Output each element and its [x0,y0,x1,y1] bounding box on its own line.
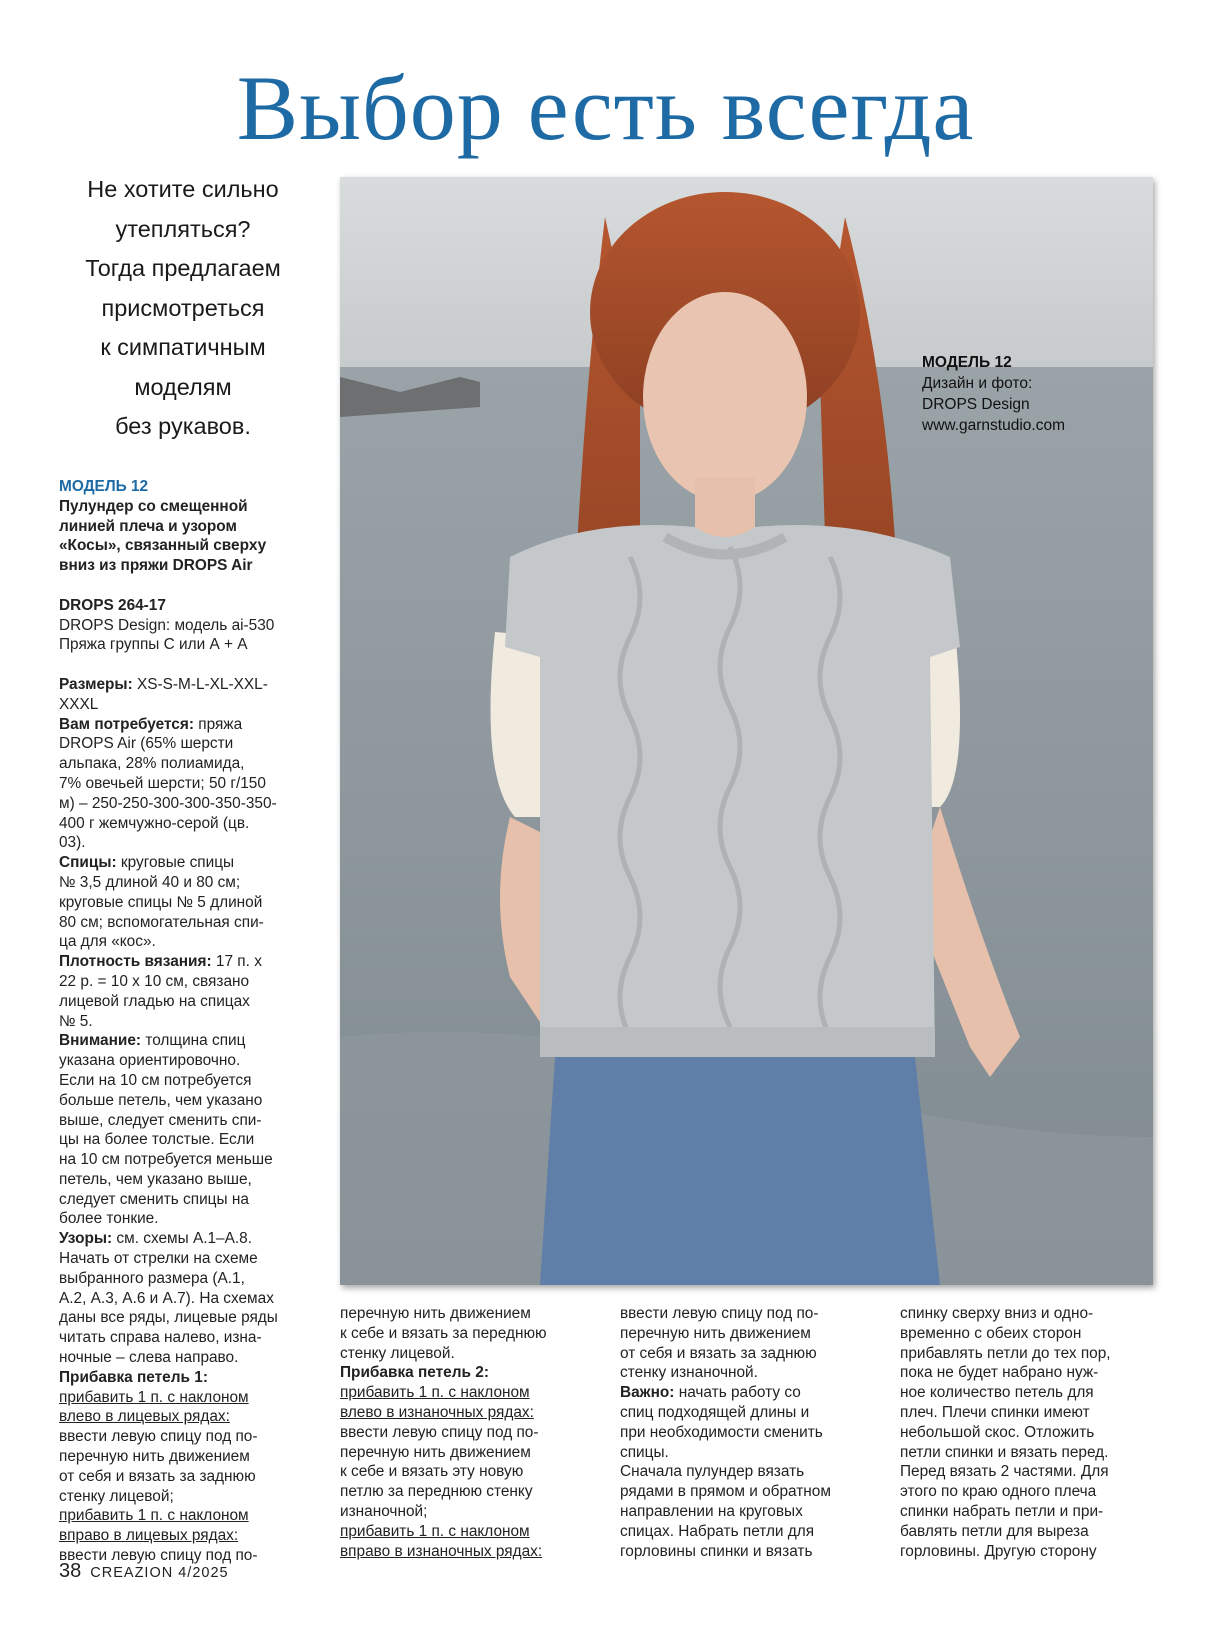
attention-line: следует сменить спицы на [59,1190,249,1208]
inc2-left-line: перечную нить движением [340,1443,531,1461]
text-column-3 [620,1304,875,1561]
col4-line: плеч. Плечи спинки имеют [900,1403,1090,1421]
gauge [59,952,314,972]
gauge-line: 22 р. = 10 х 10 см, связано [59,972,250,990]
col3-line: направлении на круговых [620,1502,803,1520]
needles-line: круговые спицы № 5 длиной [59,893,263,911]
patterns-line: ночные – слева направо. [59,1349,239,1367]
photo-caption-line: DROPS Design [922,396,1030,413]
attention-value: толщина спиц [141,1032,246,1050]
col3-line: Сначала пулундер вязать [620,1463,805,1481]
important-line: спицы. [620,1443,669,1461]
page-number: 38 [59,1560,82,1582]
inc1-right-line: ввести левую спицу под по- [59,1547,258,1565]
patterns-label: Узоры: [59,1230,113,1248]
attention [59,1031,314,1051]
needles-value: круговые спицы [116,854,235,872]
needles-label: Спицы: [59,854,117,872]
gauge-label: Плотность вязания: [59,953,212,971]
materials-value: пряжа [193,715,243,733]
col3-line: горловины спинки и вязать [620,1542,813,1560]
important [620,1383,875,1403]
patterns-line: А.2, А.3, А.6 и А.7). На схемах [59,1289,274,1307]
design-line: DROPS Design: модель ai-530 [59,616,275,634]
materials-label: Вам потребуется: [59,715,194,733]
jeans [540,1057,940,1285]
inc2-left-heading: прибавить 1 п. с наклоном [340,1384,530,1402]
important-line: при необходимости сменить [620,1423,823,1441]
model-code: DROPS 264-17 [59,596,166,614]
col3-line: от себя и вязать за заднюю [620,1344,817,1362]
col3-line: ввести левую спицу под по- [620,1305,819,1322]
inc2-left-line: к себе и вязать эту новую [340,1463,524,1481]
patterns-line: даны все ряды, лицевые ряды [59,1309,278,1327]
col4-line: горловины. Другую сторону [900,1542,1097,1560]
important-line: спиц подходящей длины и [620,1403,810,1421]
materials-line: 400 г жемчужно-серой (цв. [59,814,250,832]
inc1-right-heading: прибавить 1 п. с наклоном [59,1507,249,1525]
model-photo [340,177,1153,1285]
intro-line: моделям [134,373,232,400]
patterns-line: читать справа налево, изна- [59,1329,262,1347]
model-subtitle-line: линией плеча и узором [59,517,237,535]
col4-line: спинку сверху вниз и одно- [900,1305,1094,1322]
patterns-line: выбранного размера (А.1, [59,1269,245,1287]
needles-line: ца для «кос». [59,933,156,951]
col2-line: перечную нить движением [340,1305,531,1322]
inc2-left-line: изнаночной; [340,1502,428,1520]
patterns [59,1229,314,1249]
sizes [59,675,314,695]
photo-caption-line: Дизайн и фото: [922,375,1033,392]
col4-line: ное количество петель для [900,1384,1094,1402]
col4-line: Перед вязать 2 частями. Для [900,1463,1109,1481]
attention-label: Внимание: [59,1032,142,1050]
photo-caption-title: МОДЕЛЬ 12 [922,354,1012,371]
inc1-left-heading: прибавить 1 п. с наклоном [59,1388,249,1406]
sizes-label: Размеры: [59,675,133,693]
model-subtitle-line: «Косы», связанный сверху [59,537,267,555]
sizes-value-cont: XXXL [59,695,99,713]
intro-line: без рукавов. [115,413,251,439]
attention-line: выше, следует сменить спи- [59,1111,262,1129]
important-label: Важно: [620,1384,675,1402]
inc1-right-heading: вправо в лицевых рядах: [59,1527,239,1545]
face [643,292,807,502]
col4-line: этого по краю одного плеча [900,1483,1097,1501]
photo-illustration [340,177,1153,1285]
col3-line: перечную нить движением [620,1324,811,1342]
materials-line: м) – 250-250-300-300-350-350- [59,794,277,812]
text-column-1 [59,477,314,1566]
model-label: МОДЕЛЬ 12 [59,478,149,495]
col4-line: прибавлять петли до тех пор, [900,1344,1111,1362]
page-footer [59,1560,229,1583]
col4-line: петли спинки и вязать перед. [900,1443,1109,1461]
important-value: начать работу со [674,1384,801,1402]
patterns-value: см. схемы А.1–А.8. [112,1230,252,1248]
sweater-rib [540,1027,935,1057]
attention-line: Если на 10 см потребуется [59,1071,252,1089]
inc2-left-line: петлю за переднюю стенку [340,1483,533,1501]
gauge-value: 17 п. х [211,953,262,971]
yarn-group: Пряжа группы С или А + А [59,636,248,654]
intro-line: Не хотите сильно [87,176,279,202]
sweater-vest [505,525,960,1057]
attention-line: на 10 см потребуется меньше [59,1151,273,1169]
col4-line: бавлять петли для выреза [900,1522,1089,1540]
inc1-left-line: ввести левую спицу под по- [59,1428,258,1446]
materials-line: DROPS Air (65% шерсти [59,735,234,753]
photo-caption [922,352,1065,436]
col2-line: к себе и вязать за переднюю [340,1324,547,1342]
col2-line: стенку лицевой. [340,1344,455,1362]
intro-line: Тогда предлагаем [85,255,281,281]
page-title: Выбор есть всегда [236,57,975,159]
inc1-left-heading: влево в лицевых рядах: [59,1408,230,1426]
col4-line: небольшой скос. Отложить [900,1423,1095,1441]
model-subtitle-line: Пулундер со смещенной [59,497,248,515]
col4-line: временно с обеих сторон [900,1324,1082,1342]
col3-line: спицах. Набрать петли для [620,1522,815,1540]
col4-line: спинки набрать петли и при- [900,1502,1104,1520]
sizes-value: XS-S-M-L-XL-XXL- [132,675,268,693]
materials-line: 7% овечьей шерсти; 50 г/150 [59,774,266,792]
attention-line: более тонкие. [59,1210,159,1228]
col3-line: рядами в прямом и обратном [620,1483,831,1501]
col4-line: пока не будет набрано нуж- [900,1364,1099,1382]
intro-text [58,170,308,447]
inc2-right-heading: прибавить 1 п. с наклоном [340,1522,530,1540]
attention-line: петель, чем указано выше, [59,1170,252,1188]
needles-line: 80 см; вспомогательная спи- [59,913,264,931]
photo-caption-line: www.garnstudio.com [922,417,1066,434]
inc2-right-heading: вправо в изнаночных рядах: [340,1542,543,1560]
text-column-4 [900,1304,1155,1561]
col3-line: стенку изнаночной. [620,1364,758,1382]
inc1-left-line: стенку лицевой; [59,1487,174,1505]
text-column-2 [340,1304,595,1561]
intro-line: утепляться? [115,215,251,242]
intro-line: присмотреться [101,294,265,321]
inc2-left-line: ввести левую спицу под по- [340,1423,539,1441]
inc2-label: Прибавка петель 2: [340,1364,489,1382]
materials [59,715,314,735]
attention-line: цы на более толстые. Если [59,1131,255,1149]
attention-line: больше петель, чем указано [59,1091,263,1109]
gauge-line: лицевой гладью на спицах [59,992,250,1010]
inc2-left-heading: влево в изнаночных рядах: [340,1403,534,1421]
materials-line: 03). [59,834,86,852]
inc1-left-line: от себя и вязать за заднюю [59,1467,256,1485]
magazine-issue: CREAZION 4/2025 [90,1565,229,1581]
model-subtitle-line: вниз из пряжи DROPS Air [59,557,253,575]
gauge-line: № 5. [59,1012,93,1030]
inc1-left-line: перечную нить движением [59,1448,250,1466]
intro-line: к симпатичным [100,334,266,360]
materials-line: альпака, 28% полиамида, [59,755,245,773]
attention-line: указана ориентировочно. [59,1052,241,1070]
patterns-line: Начать от стрелки на схеме [59,1250,258,1268]
needles [59,853,314,873]
needles-line: № 3,5 длиной 40 и 80 см; [59,873,241,891]
inc1-label: Прибавка петель 1: [59,1368,208,1386]
